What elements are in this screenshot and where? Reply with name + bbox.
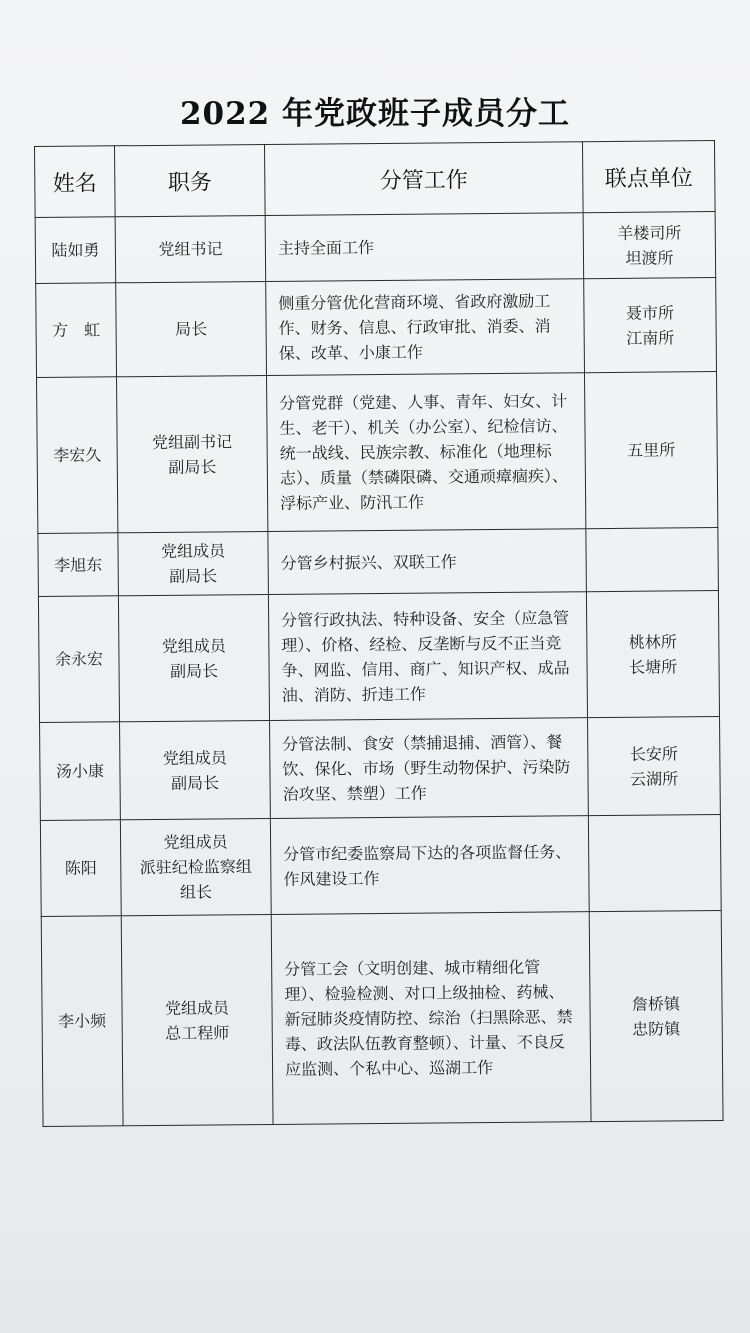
member-name: 汤小康: [40, 722, 121, 821]
member-name: 余永宏: [38, 596, 119, 723]
unit-line: 羊楼司所: [617, 222, 682, 243]
post-line: 局长: [175, 319, 208, 339]
table-row: [38, 528, 719, 597]
member-work: 分管市纪委监察局下达的各项监督任务、作风建设工作: [270, 816, 589, 915]
member-work: 分管党群（党建、人事、青年、妇女、计生、老干）、机关（办公室）、纪检信访、统一战线、民族宗教、标准化（地理标志）、质量（禁磷限磷、交通顽瘴痼疾）、浮标产业、防汛工作: [267, 373, 586, 532]
member-name: 李旭东: [38, 533, 119, 597]
member-work: 主持全面工作: [265, 213, 584, 282]
document-title: 2022 年党政班子成员分工: [179, 96, 571, 132]
post-line: 组长: [179, 882, 213, 902]
member-post: [116, 281, 267, 376]
post-line: 副局长: [169, 566, 218, 586]
member-name: 李宏久: [37, 377, 118, 534]
member-post: [117, 375, 268, 532]
post-line: 派驻纪检监察组: [139, 857, 252, 878]
post-line: 党组成员: [163, 832, 228, 852]
member-units: [588, 815, 721, 912]
member-work: 分管乡村振兴、双联工作: [268, 529, 587, 595]
member-units: [584, 278, 717, 373]
header-unit: 联点单位: [582, 141, 715, 213]
member-post: [120, 720, 271, 819]
table-row: [41, 911, 723, 1127]
table-row: [35, 212, 716, 284]
member-work: 分管行政执法、特种设备、安全（应急管理）、价格、经检、反垄断与反不正当竞争、网监、信用、商广、知识产权、成品油、消防、折违工作: [268, 592, 587, 721]
member-post: [115, 215, 266, 282]
unit-line: 江南所: [626, 327, 675, 348]
unit-line: 云湖所: [629, 768, 679, 789]
post-line: 副局长: [170, 772, 220, 793]
header-post: 职务: [115, 144, 266, 216]
member-work: 分管法制、食安（禁捕退捕、酒管）、餐饮、保化、市场（野生动物保护、污染防治攻坚、禁塑）工作: [270, 718, 589, 819]
post-line: 总工程师: [165, 1022, 230, 1043]
member-units: [589, 911, 723, 1122]
header-work: 分管工作: [264, 142, 583, 216]
member-name: 陈阳: [40, 820, 121, 917]
table-row: [40, 815, 721, 917]
member-work: 侧重分管优化营商环境、省政府激励工作、财务、信息、行政审批、消委、消保、改革、小康工作: [266, 279, 585, 376]
table-row: [40, 717, 721, 821]
post-line: 党组书记: [158, 239, 223, 259]
unit-line: 桃林所: [628, 631, 677, 652]
member-name: 陆如勇: [35, 217, 116, 284]
member-name: 李小频: [41, 916, 123, 1127]
member-units: [588, 717, 721, 816]
unit-line: 忠防镇: [632, 1018, 681, 1039]
member-post: [121, 914, 273, 1125]
header-name: 姓名: [35, 146, 116, 218]
post-line: 党组成员: [161, 635, 226, 656]
post-line: 副局长: [168, 456, 217, 477]
table-row: [36, 278, 717, 378]
table-header-row: [35, 141, 716, 218]
unit-line: 长塘所: [628, 656, 678, 677]
member-post: [118, 594, 269, 721]
unit-line: 长安所: [629, 743, 678, 764]
post-line: 党组成员: [164, 997, 230, 1018]
unit-line: 聂市所: [625, 302, 675, 323]
post-line: 党组成员: [160, 541, 226, 561]
unit-line: 五里所: [627, 440, 676, 460]
member-units: [584, 372, 717, 529]
post-line: 党组副书记: [151, 431, 233, 452]
member-units: [586, 528, 719, 592]
member-work: 分管工会（文明创建、城市精细化管理）、检验检测、对口上级抽检、药械、新冠肺炎疫情防控、综治（扫黑除恶、禁毒、政法队伍教育整顿）、计量、不良反应监测、个私中心、巡湖工作: [271, 912, 591, 1125]
table-row: [37, 372, 718, 534]
post-line: 副局长: [169, 660, 219, 681]
unit-line: 坦渡所: [625, 247, 674, 268]
post-line: 党组成员: [162, 747, 227, 768]
member-post: [120, 818, 271, 915]
member-name: 方 虹: [36, 283, 117, 378]
unit-line: 詹桥镇: [631, 993, 681, 1014]
member-units: [586, 591, 719, 718]
assignment-table: [34, 140, 724, 1127]
member-units: [583, 212, 716, 279]
member-post: [118, 531, 269, 595]
table-row: [38, 591, 719, 723]
